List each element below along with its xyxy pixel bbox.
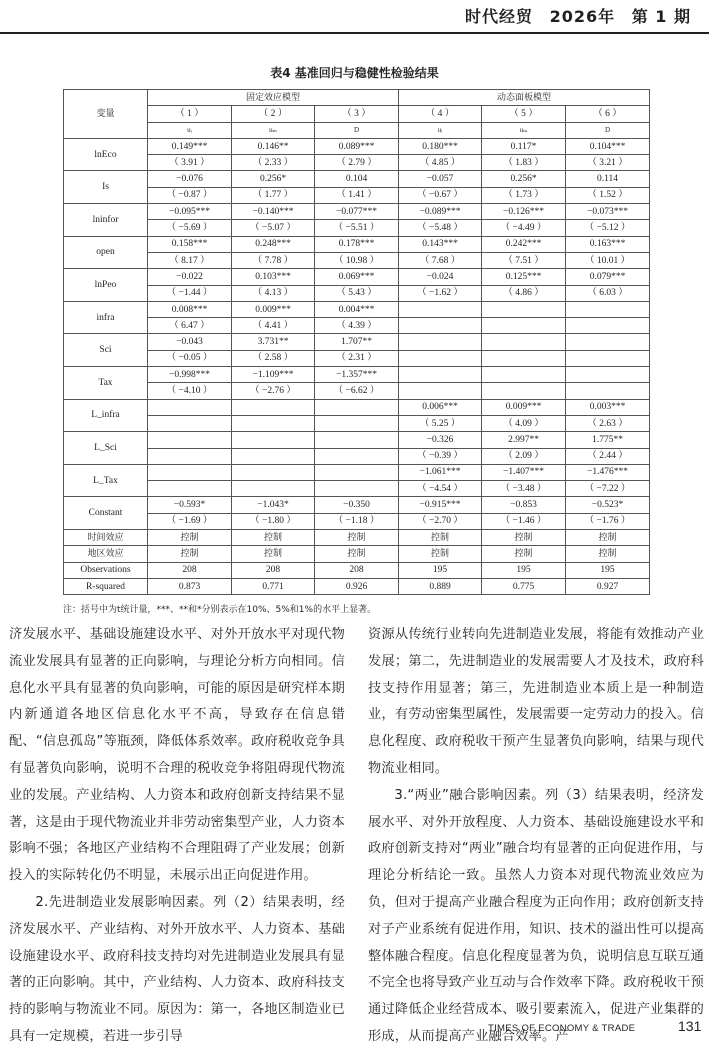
summary-cell: 控制 bbox=[232, 530, 315, 546]
variable-name: Constant bbox=[64, 497, 148, 530]
table-row bbox=[64, 252, 650, 268]
summary-cell: 0.775 bbox=[482, 578, 566, 594]
table-row bbox=[64, 204, 650, 220]
coefficient-cell: 0.114 bbox=[566, 171, 650, 187]
table-row bbox=[64, 432, 650, 448]
t-statistic-cell: （ −0.87 ） bbox=[148, 187, 232, 203]
coefficient-cell: 0.163*** bbox=[566, 236, 650, 252]
coefficient-cell: 0.069*** bbox=[315, 269, 399, 285]
t-statistic-cell: （ −1.18 ） bbox=[315, 513, 399, 529]
t-statistic-cell: （ −4.49 ） bbox=[482, 220, 566, 236]
t-statistic-cell: （ −5.07 ） bbox=[232, 220, 315, 236]
column-number-row bbox=[64, 106, 650, 122]
variable-name: L_infra bbox=[64, 399, 148, 432]
coefficient-cell: 0.143*** bbox=[399, 236, 482, 252]
summary-cell: 195 bbox=[566, 562, 650, 578]
coefficient-cell: 0.248*** bbox=[232, 236, 315, 252]
t-statistic-cell: （ −4.10 ） bbox=[148, 383, 232, 399]
t-statistic-cell: （ 2.79 ） bbox=[315, 155, 399, 171]
t-statistic-cell bbox=[148, 448, 232, 464]
t-statistic-cell bbox=[232, 448, 315, 464]
t-statistic-cell bbox=[482, 383, 566, 399]
body-paragraph: 3.“两业”融合影响因素。列（3）结果表明，经济发展水平、对外开放程度、人力资本、基础设施建设水平和政府创新支持对“两业”融合均有显著的正向促进作用，与理论分析结论一致。虽然人力资本对现代物流业效应为负，但对于提高产业融合程度为正向作用；政府创新支持对子产业系统有促进作用，知识、技术的溢出性可以提高整体融合程度。信息化程度显著为负，说明信息互联互通不完全也将导致产业互动与合作效率下降。政府税收干预通过降低企业经营成本、吸引要素流入，促进产业集群的形成，从而提高产业融合效率。产 bbox=[368, 787, 704, 1044]
t-statistic-cell: （ 10.98 ） bbox=[315, 252, 399, 268]
t-statistic-cell: （ 10.01 ） bbox=[566, 252, 650, 268]
t-statistic-cell: （ −2.76 ） bbox=[232, 383, 315, 399]
body-paragraph: 2.先进制造业发展影响因素。列（2）结果表明，经济发展水平、产业结构、对外开放水平、人力资本、基础设施建设水平、政府科技支持均对先进制造业发展具有显著的正向影响。其中，产业结构、人力资本、政府科技支持的影响与物流业不同。原因为：第一，各地区制造业已具有一定规模，若进一步引导 bbox=[9, 894, 345, 1044]
coefficient-cell: −0.089*** bbox=[399, 204, 482, 220]
coefficient-cell bbox=[232, 464, 315, 480]
variable-name: lninfor bbox=[64, 204, 148, 237]
t-statistic-cell bbox=[482, 318, 566, 334]
coefficient-cell: −0.523* bbox=[566, 497, 650, 513]
coefficient-cell: 0.158*** bbox=[148, 236, 232, 252]
table-row bbox=[64, 318, 650, 334]
table-row bbox=[64, 497, 650, 513]
coefficient-cell bbox=[399, 334, 482, 350]
body-paragraph: 资源从传统行业转向先进制造业发展，将能有效推动产业发展；第二，先进制造业的发展需要人才及技术，政府科技支持作用显著；第三，先进制造业本质上是一种制造业，有劳动密集型属性，发展需要一定劳动力的投入。信息化程度、政府税收干预产生显著负向影响，结果与现代物流业相同。 bbox=[368, 627, 704, 776]
t-statistic-cell: （ −5.12 ） bbox=[566, 220, 650, 236]
t-statistic-cell: （ 2.58 ） bbox=[232, 350, 315, 366]
t-statistic-cell bbox=[232, 481, 315, 497]
footer-journal-name: TIMES OF ECONOMY & TRADE bbox=[488, 1023, 636, 1034]
table-row bbox=[64, 155, 650, 171]
t-statistic-cell: （ 4.09 ） bbox=[482, 415, 566, 431]
variable-name: Tax bbox=[64, 367, 148, 400]
header-rule bbox=[0, 32, 709, 34]
coefficient-cell bbox=[566, 367, 650, 383]
t-statistic-cell: （ −3.48 ） bbox=[482, 481, 566, 497]
table-row bbox=[64, 481, 650, 497]
t-statistic-cell bbox=[315, 481, 399, 497]
body-paragraph: 济发展水平、基础设施建设水平、对外开放水平对现代物流业发展具有显著的正向影响，与理论分析方向相同。信息化水平具有显著的负向影响，可能的原因是研究样本期内新通道各地区信息化水平不高，导致存在信息错配、“信息孤岛”等瓶颈，降低体系效率。政府税收竞争具有显著负向影响，说明不合理的税收竞争将阻碍现代物流业的发展。产业结构、人力资本和政府创新支持结果不显著，这是由于现代物流业并非劳动密集型产业，人力资本影响不强；各地区产业结构不合理阻碍了产业发展；创新投入的实际转化仍不明显，未展示出正向促进作用。 bbox=[9, 627, 345, 884]
summary-cell: 控制 bbox=[482, 530, 566, 546]
table-row bbox=[64, 415, 650, 431]
dependent-variable: uᵢ bbox=[399, 122, 482, 138]
t-statistic-cell: （ −1.44 ） bbox=[148, 285, 232, 301]
table-row bbox=[64, 399, 650, 415]
coefficient-cell: −0.073*** bbox=[566, 204, 650, 220]
table-row bbox=[64, 220, 650, 236]
coefficient-cell: 0.117* bbox=[482, 138, 566, 154]
t-statistic-cell bbox=[315, 448, 399, 464]
table-row bbox=[64, 530, 650, 546]
table-row bbox=[64, 138, 650, 154]
summary-cell: 控制 bbox=[148, 546, 232, 562]
coefficient-cell bbox=[566, 301, 650, 317]
coefficient-cell: −0.095*** bbox=[148, 204, 232, 220]
t-statistic-cell: （ 8.17 ） bbox=[148, 252, 232, 268]
column-number: （ 3 ） bbox=[315, 106, 399, 122]
table-row bbox=[64, 383, 650, 399]
t-statistic-cell: （ 2.31 ） bbox=[315, 350, 399, 366]
coefficient-cell: −0.326 bbox=[399, 432, 482, 448]
group-dynamic-panel: 动态面板模型 bbox=[399, 90, 650, 106]
t-statistic-cell: （ −5.69 ） bbox=[148, 220, 232, 236]
variable-name: Is bbox=[64, 171, 148, 204]
variable-name: L_Tax bbox=[64, 464, 148, 497]
group-fixed-effects: 固定效应模型 bbox=[148, 90, 399, 106]
coefficient-cell: 0.125*** bbox=[482, 269, 566, 285]
coefficient-cell: −1.043* bbox=[232, 497, 315, 513]
column-number: （ 4 ） bbox=[399, 106, 482, 122]
coefficient-cell bbox=[148, 464, 232, 480]
coefficient-cell: 0.256* bbox=[482, 171, 566, 187]
variable-name: infra bbox=[64, 301, 148, 334]
coefficient-cell: 0.009*** bbox=[482, 399, 566, 415]
t-statistic-cell: （ 2.63 ） bbox=[566, 415, 650, 431]
t-statistic-cell: （ 1.77 ） bbox=[232, 187, 315, 203]
coefficient-cell: 0.089*** bbox=[315, 138, 399, 154]
table-row bbox=[64, 562, 650, 578]
t-statistic-cell: （ 1.83 ） bbox=[482, 155, 566, 171]
t-statistic-cell: （ −1.69 ） bbox=[148, 513, 232, 529]
coefficient-cell: 1.707** bbox=[315, 334, 399, 350]
table-row bbox=[64, 513, 650, 529]
page-number: 131 bbox=[678, 1018, 702, 1034]
coefficient-cell: −0.140*** bbox=[232, 204, 315, 220]
variable-name: lnEco bbox=[64, 138, 148, 171]
t-statistic-cell: （ −1.76 ） bbox=[566, 513, 650, 529]
t-statistic-cell: （ −5.51 ） bbox=[315, 220, 399, 236]
t-statistic-cell bbox=[566, 318, 650, 334]
t-statistic-cell: （ −0.39 ） bbox=[399, 448, 482, 464]
coefficient-cell: 0.079*** bbox=[566, 269, 650, 285]
journal-issue: 第 1 期 bbox=[631, 7, 691, 26]
table-row bbox=[64, 448, 650, 464]
summary-cell: 208 bbox=[232, 562, 315, 578]
summary-cell: 控制 bbox=[232, 546, 315, 562]
coefficient-cell: −0.998*** bbox=[148, 367, 232, 383]
t-statistic-cell: （ 6.03 ） bbox=[566, 285, 650, 301]
variable-name: 时间效应 bbox=[64, 530, 148, 546]
coefficient-cell bbox=[399, 301, 482, 317]
dependent-variable: D bbox=[566, 122, 650, 138]
journal-header bbox=[455, 4, 691, 27]
table-row bbox=[64, 464, 650, 480]
t-statistic-cell bbox=[566, 350, 650, 366]
variable-header: 变量 bbox=[64, 90, 148, 139]
column-number: （ 5 ） bbox=[482, 106, 566, 122]
coefficient-cell: 0.256* bbox=[232, 171, 315, 187]
table-row bbox=[64, 269, 650, 285]
coefficient-cell bbox=[482, 334, 566, 350]
table-row bbox=[64, 236, 650, 252]
t-statistic-cell: （ −7.22 ） bbox=[566, 481, 650, 497]
coefficient-cell: 0.180*** bbox=[399, 138, 482, 154]
coefficient-cell bbox=[232, 399, 315, 415]
t-statistic-cell bbox=[232, 415, 315, 431]
t-statistic-cell bbox=[566, 383, 650, 399]
dependent-variable: D bbox=[315, 122, 399, 138]
summary-cell: 控制 bbox=[148, 530, 232, 546]
coefficient-cell: 0.008*** bbox=[148, 301, 232, 317]
t-statistic-cell: （ 7.51 ） bbox=[482, 252, 566, 268]
coefficient-cell: 0.242*** bbox=[482, 236, 566, 252]
coefficient-cell: −0.126*** bbox=[482, 204, 566, 220]
t-statistic-cell bbox=[482, 350, 566, 366]
variable-name: R-squared bbox=[64, 578, 148, 594]
dependent-variable-row bbox=[64, 122, 650, 138]
coefficient-cell bbox=[315, 464, 399, 480]
table-header-row bbox=[64, 90, 650, 106]
coefficient-cell: 0.009*** bbox=[232, 301, 315, 317]
summary-cell: 控制 bbox=[399, 546, 482, 562]
t-statistic-cell bbox=[148, 481, 232, 497]
dependent-variable: uₘ bbox=[232, 122, 315, 138]
table-row bbox=[64, 367, 650, 383]
t-statistic-cell bbox=[399, 383, 482, 399]
t-statistic-cell bbox=[315, 415, 399, 431]
coefficient-cell: 0.149*** bbox=[148, 138, 232, 154]
t-statistic-cell: （ 1.52 ） bbox=[566, 187, 650, 203]
summary-cell: 0.873 bbox=[148, 578, 232, 594]
t-statistic-cell: （ 2.44 ） bbox=[566, 448, 650, 464]
t-statistic-cell bbox=[399, 318, 482, 334]
summary-cell: 控制 bbox=[566, 546, 650, 562]
t-statistic-cell: （ −0.67 ） bbox=[399, 187, 482, 203]
page-header bbox=[0, 0, 709, 33]
coefficient-cell: −0.022 bbox=[148, 269, 232, 285]
t-statistic-cell: （ 4.41 ） bbox=[232, 318, 315, 334]
t-statistic-cell: （ 4.13 ） bbox=[232, 285, 315, 301]
column-number: （ 2 ） bbox=[232, 106, 315, 122]
coefficient-cell bbox=[482, 301, 566, 317]
coefficient-cell: −1.061*** bbox=[399, 464, 482, 480]
variable-name: 地区效应 bbox=[64, 546, 148, 562]
coefficient-cell: −0.350 bbox=[315, 497, 399, 513]
summary-cell: 控制 bbox=[315, 546, 399, 562]
coefficient-cell: 0.104 bbox=[315, 171, 399, 187]
summary-cell: 208 bbox=[315, 562, 399, 578]
t-statistic-cell: （ 4.85 ） bbox=[399, 155, 482, 171]
summary-cell: 控制 bbox=[482, 546, 566, 562]
summary-cell: 0.889 bbox=[399, 578, 482, 594]
dependent-variable: uᵢ bbox=[148, 122, 232, 138]
summary-cell: 195 bbox=[399, 562, 482, 578]
variable-name: L_Sci bbox=[64, 432, 148, 465]
t-statistic-cell: （ 2.33 ） bbox=[232, 155, 315, 171]
body-column-right bbox=[368, 622, 704, 1051]
table-row bbox=[64, 546, 650, 562]
summary-cell: 195 bbox=[482, 562, 566, 578]
coefficient-cell bbox=[315, 399, 399, 415]
coefficient-cell bbox=[148, 432, 232, 448]
t-statistic-cell bbox=[399, 350, 482, 366]
variable-name: open bbox=[64, 236, 148, 269]
coefficient-cell bbox=[566, 334, 650, 350]
coefficient-cell: 0.006*** bbox=[399, 399, 482, 415]
coefficient-cell bbox=[482, 367, 566, 383]
coefficient-cell bbox=[148, 399, 232, 415]
t-statistic-cell: （ −1.46 ） bbox=[482, 513, 566, 529]
t-statistic-cell: （ 5.43 ） bbox=[315, 285, 399, 301]
t-statistic-cell: （ 7.78 ） bbox=[232, 252, 315, 268]
summary-cell: 0.927 bbox=[566, 578, 650, 594]
t-statistic-cell: （ 6.47 ） bbox=[148, 318, 232, 334]
coefficient-cell: 0.004*** bbox=[315, 301, 399, 317]
t-statistic-cell: （ −2.70 ） bbox=[399, 513, 482, 529]
table-row bbox=[64, 334, 650, 350]
coefficient-cell: −0.076 bbox=[148, 171, 232, 187]
t-statistic-cell: （ 7.68 ） bbox=[399, 252, 482, 268]
coefficient-cell: 3.731** bbox=[232, 334, 315, 350]
body-column-left bbox=[9, 622, 345, 1051]
coefficient-cell: 0.178*** bbox=[315, 236, 399, 252]
table-row bbox=[64, 301, 650, 317]
table-note: 注：括号中为t统计量，***、**和*分别表示在10%、5%和1%的水平上显著。 bbox=[63, 605, 377, 615]
summary-cell: 控制 bbox=[399, 530, 482, 546]
coefficient-cell: −0.593* bbox=[148, 497, 232, 513]
summary-cell: 控制 bbox=[315, 530, 399, 546]
coefficient-cell: 1.775** bbox=[566, 432, 650, 448]
coefficient-cell: −0.915*** bbox=[399, 497, 482, 513]
journal-year: 2026年 bbox=[549, 7, 616, 26]
table-row bbox=[64, 350, 650, 366]
coefficient-cell: −1.357*** bbox=[315, 367, 399, 383]
coefficient-cell bbox=[315, 432, 399, 448]
coefficient-cell: −1.407*** bbox=[482, 464, 566, 480]
t-statistic-cell: （ 1.73 ） bbox=[482, 187, 566, 203]
coefficient-cell: 0.003*** bbox=[566, 399, 650, 415]
coefficient-cell: −0.024 bbox=[399, 269, 482, 285]
coefficient-cell: −1.109*** bbox=[232, 367, 315, 383]
table-title: 表4 基准回归与稳健性检验结果 bbox=[270, 66, 439, 80]
table-row bbox=[64, 285, 650, 301]
table-row bbox=[64, 171, 650, 187]
t-statistic-cell: （ 1.41 ） bbox=[315, 187, 399, 203]
coefficient-cell bbox=[399, 367, 482, 383]
column-number: （ 1 ） bbox=[148, 106, 232, 122]
t-statistic-cell: （ −5.48 ） bbox=[399, 220, 482, 236]
variable-name: Observations bbox=[64, 562, 148, 578]
dependent-variable: uₘ bbox=[482, 122, 566, 138]
coefficient-cell: 2.997** bbox=[482, 432, 566, 448]
coefficient-cell: −0.043 bbox=[148, 334, 232, 350]
variable-name: lnPeo bbox=[64, 269, 148, 302]
coefficient-cell: −0.057 bbox=[399, 171, 482, 187]
t-statistic-cell: （ 4.39 ） bbox=[315, 318, 399, 334]
table-row bbox=[64, 187, 650, 203]
t-statistic-cell: （ −6.62 ） bbox=[315, 383, 399, 399]
t-statistic-cell: （ 2.09 ） bbox=[482, 448, 566, 464]
coefficient-cell bbox=[232, 432, 315, 448]
summary-cell: 0.926 bbox=[315, 578, 399, 594]
coefficient-cell: −0.853 bbox=[482, 497, 566, 513]
t-statistic-cell: （ 3.91 ） bbox=[148, 155, 232, 171]
coefficient-cell: −1.476*** bbox=[566, 464, 650, 480]
table-row bbox=[64, 578, 650, 594]
journal-title: 时代经贸 bbox=[465, 7, 534, 26]
summary-cell: 0.771 bbox=[232, 578, 315, 594]
column-number: （ 6 ） bbox=[566, 106, 650, 122]
coefficient-cell: 0.104*** bbox=[566, 138, 650, 154]
coefficient-cell: 0.146** bbox=[232, 138, 315, 154]
t-statistic-cell: （ −1.80 ） bbox=[232, 513, 315, 529]
t-statistic-cell bbox=[148, 415, 232, 431]
t-statistic-cell: （ 4.86 ） bbox=[482, 285, 566, 301]
t-statistic-cell: （ 3.21 ） bbox=[566, 155, 650, 171]
coefficient-cell: 0.103*** bbox=[232, 269, 315, 285]
t-statistic-cell: （ 5.25 ） bbox=[399, 415, 482, 431]
coefficient-cell: −0.077*** bbox=[315, 204, 399, 220]
t-statistic-cell: （ −4.54 ） bbox=[399, 481, 482, 497]
t-statistic-cell: （ −0.05 ） bbox=[148, 350, 232, 366]
t-statistic-cell: （ −1.62 ） bbox=[399, 285, 482, 301]
summary-cell: 208 bbox=[148, 562, 232, 578]
summary-cell: 控制 bbox=[566, 530, 650, 546]
regression-table bbox=[63, 89, 650, 595]
variable-name: Sci bbox=[64, 334, 148, 367]
